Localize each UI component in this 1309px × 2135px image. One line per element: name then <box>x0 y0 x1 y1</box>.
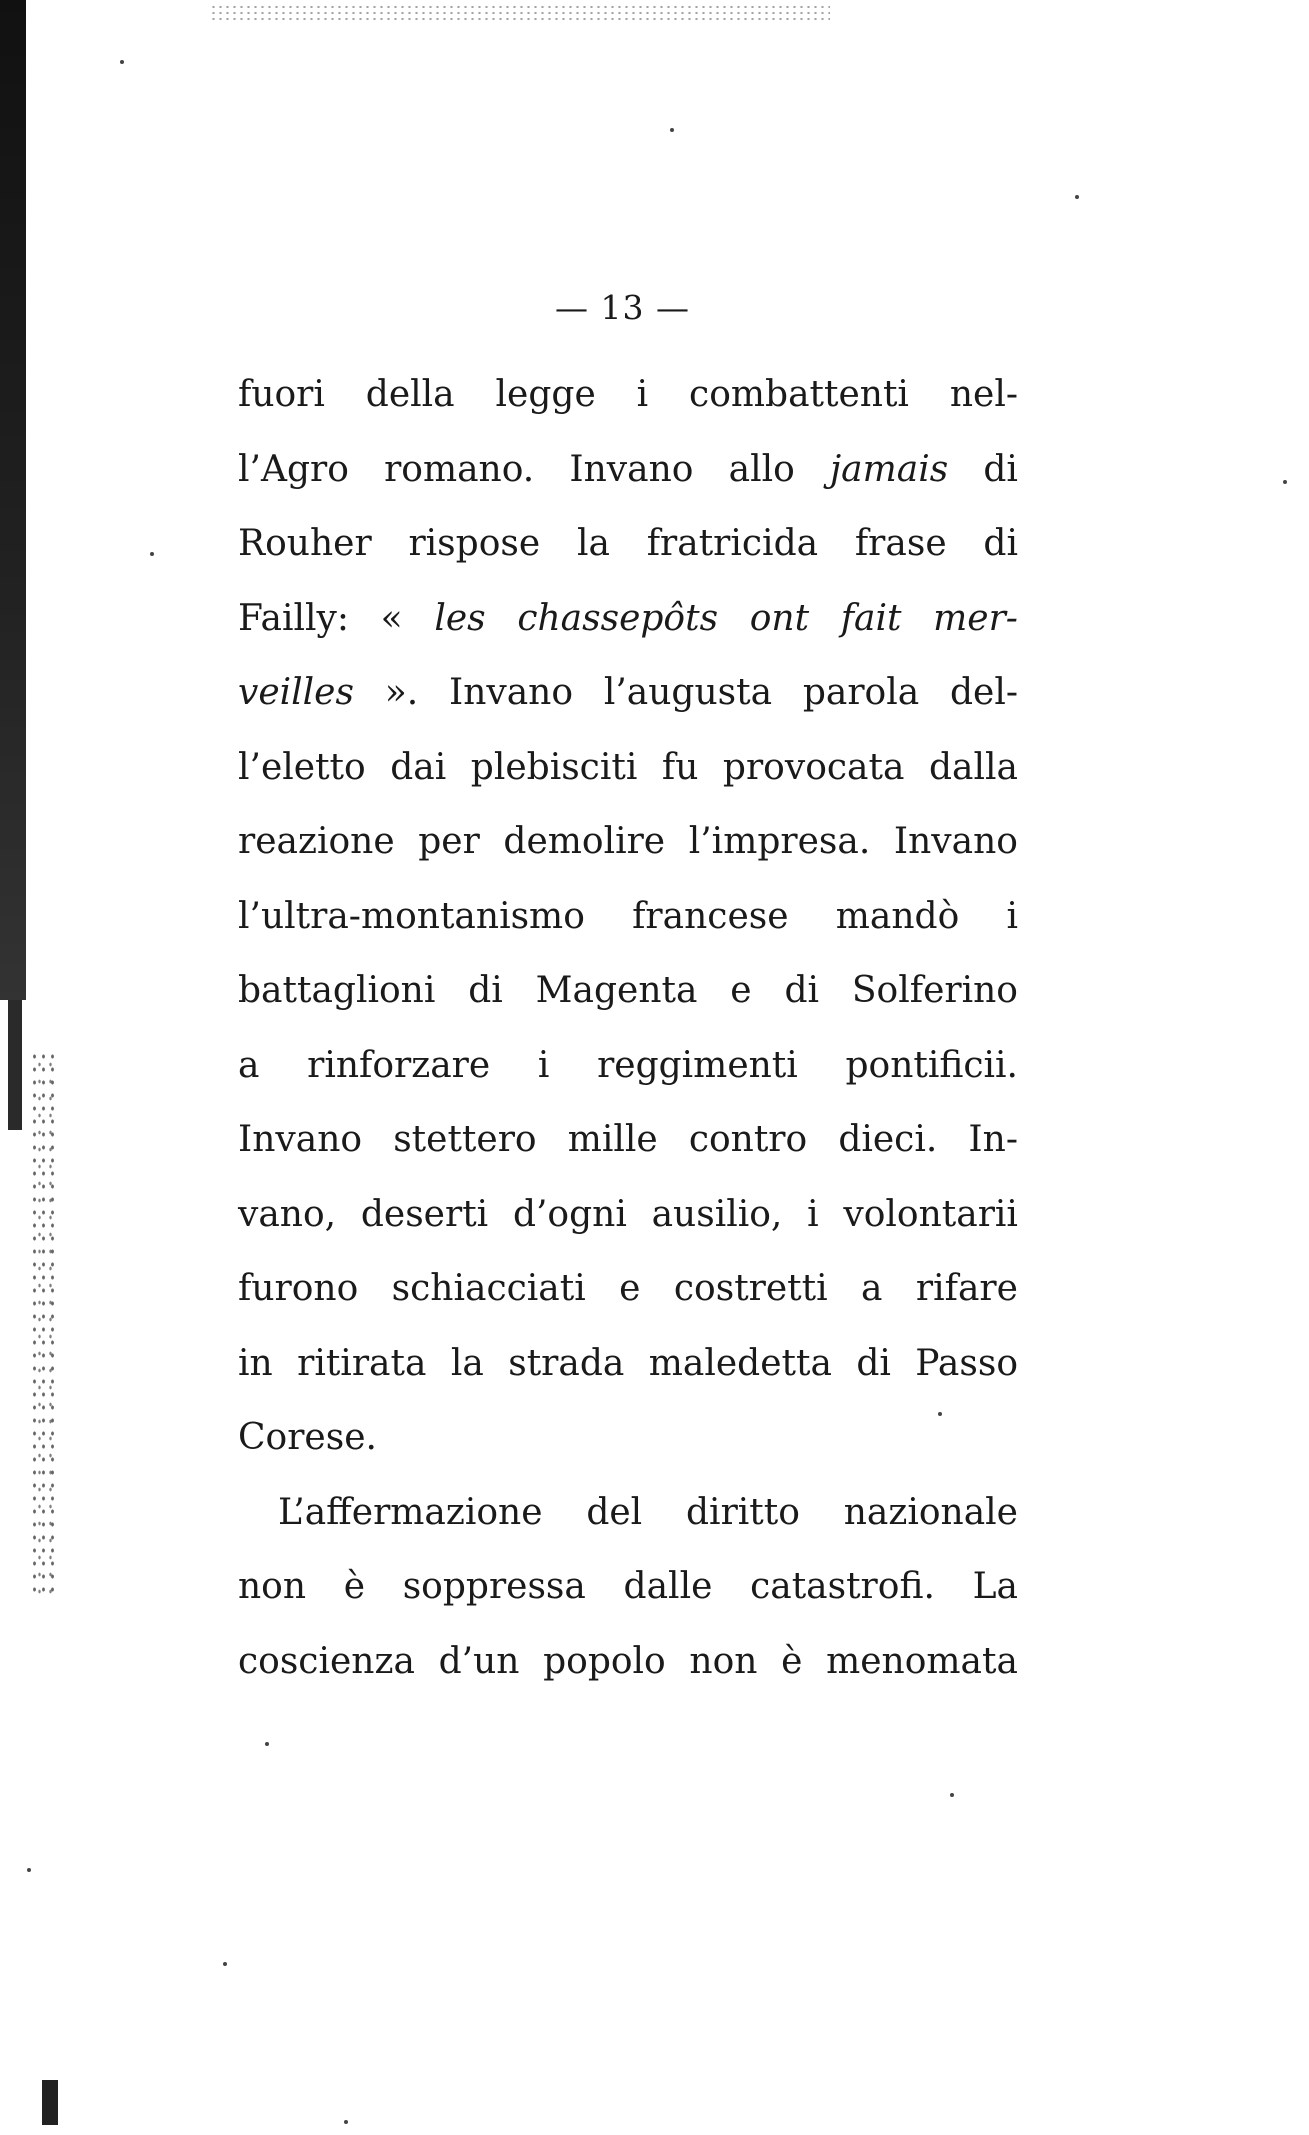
word: Failly: <box>238 597 350 639</box>
word: i <box>636 374 649 415</box>
scan-speck <box>1075 195 1079 199</box>
word: la <box>450 1342 484 1384</box>
word: i <box>807 1193 819 1235</box>
word: « <box>380 597 403 639</box>
word: schiacciati <box>391 1268 586 1309</box>
scan-speck <box>950 1793 954 1797</box>
scan-binding-edge-lower <box>8 1000 22 1130</box>
word: les <box>434 597 486 639</box>
word: Invano <box>448 672 574 713</box>
text-line <box>238 805 1018 880</box>
word: Invano <box>238 1119 363 1160</box>
word: l’ultra-montanismo <box>238 895 585 937</box>
word: mille <box>567 1119 658 1160</box>
text-line <box>238 1401 1018 1476</box>
word: è <box>781 1640 803 1682</box>
word: della <box>365 374 455 415</box>
word: fratricida <box>646 523 819 564</box>
word: l’eletto <box>238 746 366 788</box>
word: fu <box>661 746 699 788</box>
word: per <box>418 821 480 862</box>
word: Invano <box>893 821 1018 862</box>
word: veilles <box>238 672 354 713</box>
word: è <box>343 1566 366 1607</box>
word: frase <box>854 523 947 564</box>
word: dalla <box>928 746 1018 788</box>
scan-corner-mark <box>42 2080 58 2125</box>
word: jamais <box>829 448 949 490</box>
word: dieci. <box>838 1119 938 1160</box>
word: In- <box>968 1119 1018 1160</box>
word: fait <box>840 597 902 639</box>
word: Corese. <box>238 1417 377 1458</box>
scan-speck <box>150 552 154 556</box>
word: Passo <box>915 1342 1018 1384</box>
word: di <box>983 523 1018 564</box>
word: di <box>983 448 1018 490</box>
word: Magenta <box>535 970 698 1011</box>
word: maledetta <box>648 1342 832 1384</box>
word: del- <box>949 672 1018 713</box>
word: l’Agro <box>238 448 349 490</box>
word: menomata <box>826 1640 1018 1682</box>
word: nazionale <box>843 1491 1018 1533</box>
word: del <box>586 1491 643 1533</box>
word: catastrofi. <box>750 1566 935 1607</box>
text-line <box>238 1252 1018 1327</box>
word: coscienza <box>238 1640 415 1682</box>
word: parola <box>802 672 920 713</box>
text-line <box>238 1029 1018 1104</box>
word: volontarii <box>843 1193 1018 1235</box>
text-line <box>238 433 1018 508</box>
page-number: — 13 — <box>555 288 690 327</box>
word: rispose <box>408 523 541 564</box>
word: L’affermazione <box>278 1491 543 1533</box>
scan-speck <box>223 1962 227 1966</box>
word: mandò <box>835 895 960 937</box>
scan-speck <box>265 1742 269 1746</box>
word: stettero <box>393 1119 537 1160</box>
word: pontificii. <box>845 1044 1018 1086</box>
word: mer- <box>933 597 1018 639</box>
word: Solferino <box>851 970 1018 1011</box>
word: d’un <box>438 1640 520 1682</box>
scan-speck <box>1283 480 1287 484</box>
word: ausilio, <box>651 1193 783 1235</box>
word: dalle <box>623 1566 713 1607</box>
word: reazione <box>238 821 395 862</box>
word: plebisciti <box>470 746 638 788</box>
word: deserti <box>360 1193 489 1235</box>
text-line <box>238 1550 1018 1625</box>
word: soppressa <box>402 1566 586 1607</box>
text-line <box>238 880 1018 955</box>
scan-speck <box>344 2120 348 2124</box>
body-text <box>238 358 1018 1699</box>
word: d’ogni <box>512 1193 627 1235</box>
word: Invano <box>569 448 694 490</box>
word: i <box>537 1044 550 1086</box>
word: nel- <box>949 374 1018 415</box>
text-line <box>238 1625 1018 1700</box>
word: e <box>619 1268 641 1309</box>
word: ritirata <box>297 1342 427 1384</box>
word: demolire <box>503 821 666 862</box>
word: non <box>238 1566 307 1607</box>
word: di <box>468 970 503 1011</box>
text-line <box>238 1103 1018 1178</box>
scan-edge-noise <box>30 1050 60 1600</box>
text-line <box>238 507 1018 582</box>
scan-speck <box>27 1868 31 1872</box>
word: contro <box>688 1119 808 1160</box>
word: i <box>1006 895 1018 937</box>
word: vano, <box>238 1193 337 1235</box>
word: provocata <box>722 746 905 788</box>
word: a <box>861 1268 883 1309</box>
word: battaglioni <box>238 970 436 1011</box>
word: costretti <box>673 1268 828 1309</box>
word: ont <box>749 597 810 639</box>
word: furono <box>238 1268 359 1309</box>
text-line <box>238 731 1018 806</box>
word: combattenti <box>689 374 909 415</box>
word: l’impresa. <box>688 821 871 862</box>
word: chassepôts <box>517 597 719 639</box>
word: ». <box>384 672 419 713</box>
word: di <box>856 1342 891 1384</box>
word: rifare <box>915 1268 1018 1309</box>
scan-speck <box>120 60 124 64</box>
word: reggimenti <box>597 1044 798 1086</box>
word: la <box>576 523 610 564</box>
word: e <box>730 970 752 1011</box>
scan-speck <box>670 128 674 132</box>
word: fuori <box>238 374 325 415</box>
word: l’augusta <box>603 672 773 713</box>
word: rinforzare <box>307 1044 491 1086</box>
word: La <box>972 1566 1018 1607</box>
word: strada <box>508 1342 625 1384</box>
word: francese <box>632 895 789 937</box>
text-line <box>238 1327 1018 1402</box>
word: legge <box>495 374 596 415</box>
text-line <box>238 656 1018 731</box>
text-line <box>238 582 1018 657</box>
word: in <box>238 1342 273 1384</box>
word: di <box>784 970 820 1011</box>
word: Rouher <box>238 523 372 564</box>
word: romano. <box>384 448 535 490</box>
word: dai <box>390 746 447 788</box>
text-line <box>238 954 1018 1029</box>
text-line <box>238 1476 1018 1551</box>
scan-top-noise <box>210 4 830 20</box>
text-line <box>238 358 1018 433</box>
scan-binding-edge <box>0 0 26 1000</box>
word: a <box>238 1044 260 1086</box>
word: allo <box>728 448 795 490</box>
word: popolo <box>543 1640 666 1682</box>
text-line <box>238 1178 1018 1253</box>
word: non <box>689 1640 758 1682</box>
word: diritto <box>686 1491 800 1533</box>
